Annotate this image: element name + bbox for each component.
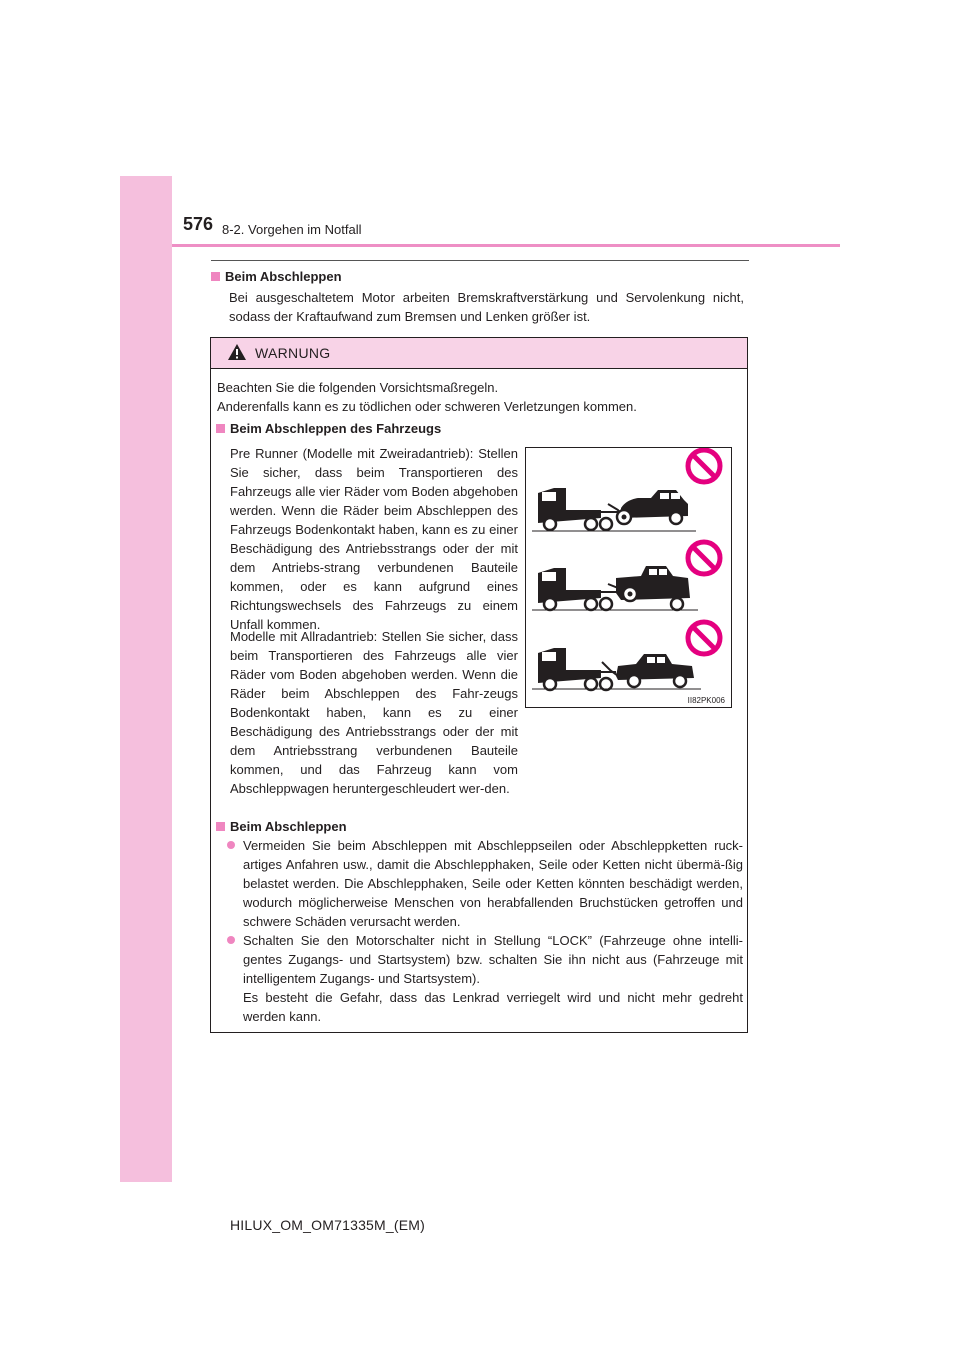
round-bullet-icon [227, 841, 235, 849]
warning-title: WARNUNG [255, 345, 331, 361]
warning-intro-1: Beachten Sie die folgenden Vorsichtsmaßregeln. [217, 380, 499, 395]
section-heading [211, 269, 342, 284]
square-bullet-icon [216, 424, 225, 433]
figure-code: II82PK006 [687, 696, 725, 705]
square-bullet-icon [211, 272, 220, 281]
warning-subheading-1 [216, 419, 441, 438]
square-bullet-icon [216, 822, 225, 831]
warning-bullet-2: Schalten Sie den Motorschalter nicht in Stellung “LOCK” (Fahrzeuge ohne intelli-gentes Zugangs- und Startsystem) bzw. schalten Sie ihn nicht aus (Fahrzeuge mit intelligentem Zugangs- und Startsystem). [243, 933, 743, 986]
section-title: Beim Abschleppen [225, 269, 342, 284]
warning-triangle-icon [227, 343, 247, 361]
chapter-title: 8-2. Vorgehen im Notfall [222, 222, 362, 237]
footer-doc-id: HILUX_OM_OM71335M_(EM) [230, 1217, 426, 1233]
round-bullet-icon [227, 936, 235, 944]
side-band [120, 176, 172, 1182]
warning-subheading-2-text: Beim Abschleppen [230, 819, 347, 834]
section-text: Bei ausgeschaltetem Motor arbeiten Bremskraftverstärkung und Servolenkung nicht, sodass der Kraftaufwand zum Bremsen und Lenken größer ist. [229, 290, 744, 324]
tow-scenario-1 [532, 450, 720, 531]
tow-scenario-2 [532, 542, 720, 610]
warning-paragraph-4wd: Modelle mit Allradantrieb: Stellen Sie sicher, dass beim Transportieren des Fahrzeugs alle vier Räder vom Boden abgehoben werden. Wenn die Räder beim Abschleppen des Fahr-zeugs Bodenkontakt haben, kann es zu einer Beschädigung des Antriebsstrangs oder der mit dem Antriebsstrang verbundenen Bauteile kommen, und das Fahrzeug kann vom Abschleppwagen heruntergeschleudert wer-den. [230, 629, 518, 796]
section-rule [211, 260, 749, 261]
towing-illustration-svg [526, 448, 731, 693]
warning-bullet-2-extra: Es besteht die Gefahr, dass das Lenkrad verriegelt wird und nicht mehr gedreht werden kann. [243, 990, 743, 1024]
tow-scenario-3 [532, 622, 720, 690]
header-rule [172, 244, 840, 247]
towing-illustration [525, 447, 732, 708]
warning-subheading-2 [216, 817, 347, 836]
page-number: 576 [183, 214, 214, 234]
warning-header [211, 338, 747, 369]
warning-subheading-1-text: Beim Abschleppen des Fahrzeugs [230, 421, 442, 436]
warning-paragraph-2wd: Pre Runner (Modelle mit Zweiradantrieb): Stellen Sie sicher, dass beim Transportieren des Fahrzeugs alle vier Räder vom Boden abgehoben werden. Wenn die Räder beim Abschleppen des Fahrzeugs Bodenkontakt haben, kann es zu einer Beschädigung des Antriebsstrangs oder der mit dem Antriebs-strang verbundenen Bauteile kommen, oder es kann aufgrund eines Richtungswechsels des Fahrzeugs zu einem Unfall kommen. [230, 446, 518, 632]
warning-bullet-1: Vermeiden Sie beim Abschleppen mit Abschleppseilen oder Abschleppketten ruck-artiges Anfahren usw., damit die Abschlepphaken, Seile oder Ketten nicht übermä-ßig belastet werden. Die Abschlepphaken, Seile oder Ketten könnten beschädigt werden, wodurch möglicherweise Menschen von herabfallenden Bruchstücken getroffen und schwere Schäden verursacht werden. [243, 838, 743, 929]
warning-intro-2: Anderenfalls kann es zu tödlichen oder schweren Verletzungen kommen. [217, 399, 637, 414]
